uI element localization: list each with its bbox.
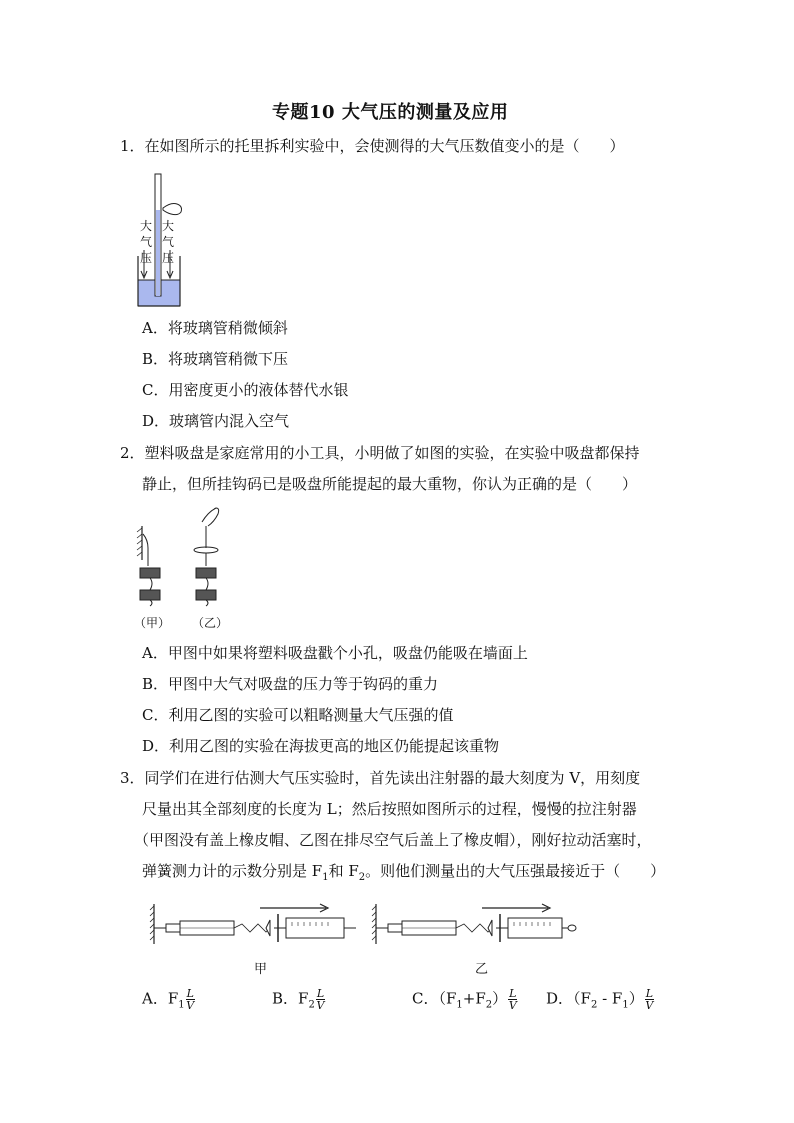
q3-option-c: C．$(F_1+F_2)$ $\frac{L}{V}$: [412, 987, 517, 1012]
q3-option-a: A．$F_1$ $\frac{L}{V}$: [142, 987, 195, 1012]
question-2-stem-line2: 静止，但所挂钩码已是吸盘所能提起的最大重物，你认为正确的是（ ）: [142, 475, 638, 493]
figure-label-yi: （乙）: [192, 616, 229, 630]
question-3-stem-line4: 弹簧测力计的示数分别是 $F_1$和 $F_2$。则他们测量出的大气压强最接近于（ ）: [142, 862, 666, 883]
question-3-stem-line2: 尺量出其全部刻度的长度为 L；然后按照如图所示的过程，慢慢的拉注射器: [142, 800, 637, 818]
atmospheric-pressure-label-left: 大气压: [140, 219, 153, 265]
q1-option-b: B．将玻璃管稍微下压: [142, 350, 289, 368]
suction-cup-figure: [134, 504, 234, 610]
syringe-figure-jia: [150, 900, 360, 950]
q1-option-c: C．用密度更小的液体替代水银: [142, 381, 349, 399]
q2-option-b: B．甲图中大气对吸盘的压力等于钩码的重力: [142, 675, 439, 693]
q2-option-a: A．甲图中如果将塑料吸盘戳个小孔，吸盘仍能吸在墙面上: [142, 644, 528, 662]
atmospheric-pressure-label-right: 大气压: [162, 219, 175, 265]
q1-option-a: A．将玻璃管稍微倾斜: [142, 319, 288, 337]
figure-label-jia: （甲）: [134, 616, 171, 630]
page-title: 专题10 大气压的测量及应用: [272, 102, 509, 123]
figure-label-jia-syringe: 甲: [254, 962, 268, 977]
q3-option-b: B．$F_2$ $\frac{L}{V}$: [272, 987, 325, 1012]
syringe-figure-yi: [372, 900, 582, 950]
question-3-stem-line3: （甲图没有盖上橡皮帽、乙图在排尽空气后盖上了橡皮帽），刚好拉动活塞时，: [134, 831, 652, 849]
question-1-stem: 1．在如图所示的托里拆利实验中，会使测得的大气压数值变小的是（ ）: [120, 137, 625, 155]
q2-option-c: C．利用乙图的实验可以粗略测量大气压强的值: [142, 706, 454, 724]
q3-option-d: D．$(F_2 - F_1)$ $\frac{L}{V}$: [546, 987, 654, 1012]
q2-option-d: D．利用乙图的实验在海拔更高的地区仍能提起该重物: [142, 737, 500, 755]
torricelli-figure: [130, 170, 190, 310]
figure-label-yi-syringe: 乙: [475, 962, 489, 977]
question-3-stem-line1: 3．同学们在进行估测大气压实验时，首先读出注射器的最大刻度为 V，用刻度: [120, 769, 641, 787]
q1-option-d: D．玻璃管内混入空气: [142, 412, 290, 430]
question-2-stem-line1: 2．塑料吸盘是家庭常用的小工具，小明做了如图的实验，在实验中吸盘都保持: [120, 444, 640, 462]
